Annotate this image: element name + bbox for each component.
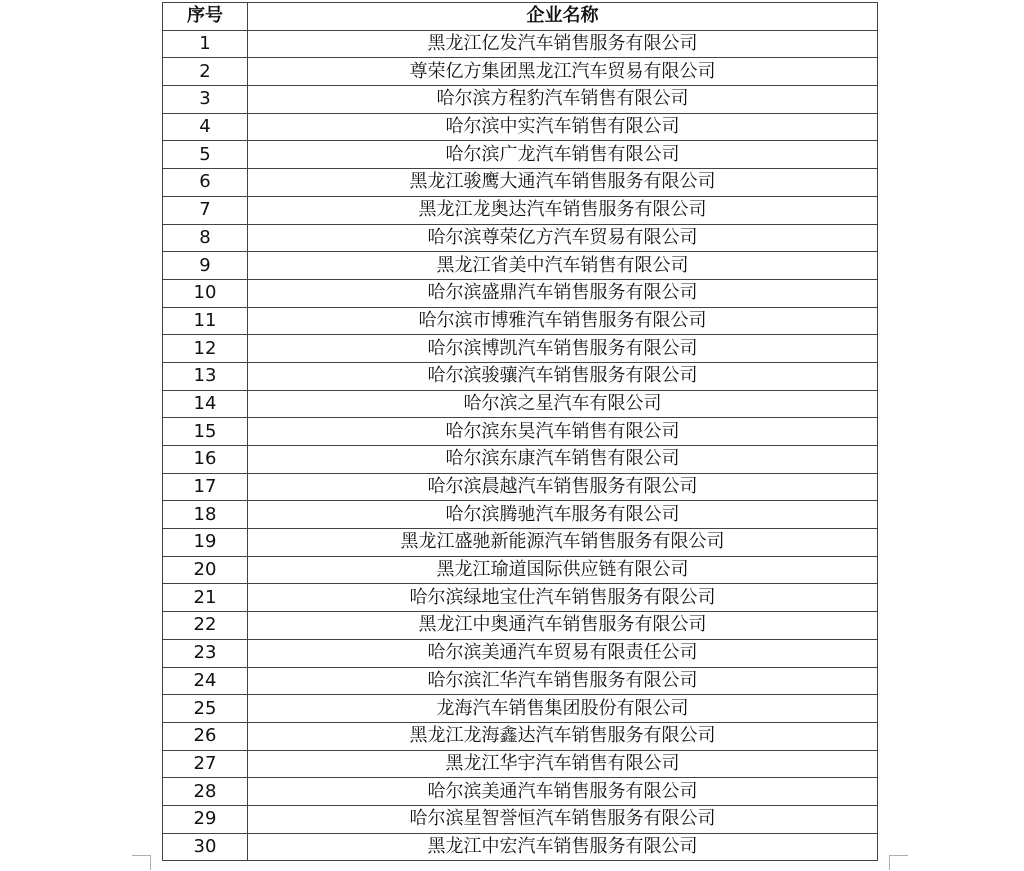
- row-company-name-cell: 黑龙江龙奥达汽车销售服务有限公司: [248, 196, 878, 224]
- row-index-cell: 16: [163, 446, 248, 474]
- row-company-name-cell: 哈尔滨东昊汽车销售有限公司: [248, 418, 878, 446]
- header-company-name: 企业名称: [248, 3, 878, 31]
- table-row: [163, 695, 878, 723]
- row-company-name-cell: 哈尔滨东康汽车销售有限公司: [248, 446, 878, 474]
- table-row: [163, 446, 878, 474]
- row-company-name-cell: 黑龙江华宇汽车销售有限公司: [248, 750, 878, 778]
- row-company-name-cell: 黑龙江省美中汽车销售有限公司: [248, 252, 878, 280]
- table-row: [163, 667, 878, 695]
- row-company-name-cell: 黑龙江龙海鑫达汽车销售服务有限公司: [248, 722, 878, 750]
- row-index-cell: 7: [163, 196, 248, 224]
- table-row: [163, 805, 878, 833]
- row-index-cell: 6: [163, 169, 248, 197]
- row-index-cell: 15: [163, 418, 248, 446]
- row-index-cell: 24: [163, 667, 248, 695]
- table-row: [163, 307, 878, 335]
- table-row: [163, 30, 878, 58]
- table-row: [163, 196, 878, 224]
- table-row: [163, 335, 878, 363]
- enterprise-table: [162, 2, 878, 861]
- row-index-cell: 4: [163, 113, 248, 141]
- header-row: [163, 3, 878, 31]
- row-index-cell: 10: [163, 279, 248, 307]
- table-row: [163, 529, 878, 557]
- row-company-name-cell: 哈尔滨尊荣亿方汽车贸易有限公司: [248, 224, 878, 252]
- table-row: [163, 722, 878, 750]
- row-index-cell: 18: [163, 501, 248, 529]
- table-row: [163, 501, 878, 529]
- row-company-name-cell: 哈尔滨方程豹汽车销售有限公司: [248, 86, 878, 114]
- row-company-name-cell: 哈尔滨骏骧汽车销售服务有限公司: [248, 362, 878, 390]
- table-row: [163, 141, 878, 169]
- row-index-cell: 27: [163, 750, 248, 778]
- page-corner-mark-right: [889, 855, 908, 870]
- table-row: [163, 58, 878, 86]
- row-index-cell: 14: [163, 390, 248, 418]
- row-company-name-cell: 哈尔滨之星汽车有限公司: [248, 390, 878, 418]
- row-company-name-cell: 哈尔滨晨越汽车销售服务有限公司: [248, 473, 878, 501]
- table-row: [163, 833, 878, 861]
- row-company-name-cell: 哈尔滨腾驰汽车服务有限公司: [248, 501, 878, 529]
- table-row: [163, 279, 878, 307]
- row-index-cell: 13: [163, 362, 248, 390]
- table-body: [163, 30, 878, 861]
- row-company-name-cell: 黑龙江瑜道国际供应链有限公司: [248, 556, 878, 584]
- row-index-cell: 19: [163, 529, 248, 557]
- table-row: [163, 612, 878, 640]
- row-index-cell: 17: [163, 473, 248, 501]
- table-row: [163, 639, 878, 667]
- table-row: [163, 390, 878, 418]
- row-company-name-cell: 哈尔滨汇华汽车销售服务有限公司: [248, 667, 878, 695]
- row-company-name-cell: 龙海汽车销售集团股份有限公司: [248, 695, 878, 723]
- row-index-cell: 21: [163, 584, 248, 612]
- row-index-cell: 2: [163, 58, 248, 86]
- row-company-name-cell: 哈尔滨星智誉恒汽车销售服务有限公司: [248, 805, 878, 833]
- row-index-cell: 11: [163, 307, 248, 335]
- table-row: [163, 473, 878, 501]
- row-company-name-cell: 哈尔滨绿地宝仕汽车销售服务有限公司: [248, 584, 878, 612]
- row-company-name-cell: 尊荣亿方集团黑龙江汽车贸易有限公司: [248, 58, 878, 86]
- table-row: [163, 556, 878, 584]
- row-company-name-cell: 黑龙江亿发汽车销售服务有限公司: [248, 30, 878, 58]
- row-company-name-cell: 哈尔滨美通汽车销售服务有限公司: [248, 778, 878, 806]
- row-company-name-cell: 哈尔滨中实汽车销售有限公司: [248, 113, 878, 141]
- row-index-cell: 23: [163, 639, 248, 667]
- row-index-cell: 28: [163, 778, 248, 806]
- header-index: 序号: [163, 3, 248, 31]
- row-index-cell: 5: [163, 141, 248, 169]
- enterprise-table-container: [162, 2, 877, 861]
- table-row: [163, 362, 878, 390]
- row-index-cell: 8: [163, 224, 248, 252]
- table-header: [163, 3, 878, 31]
- table-row: [163, 224, 878, 252]
- row-company-name-cell: 黑龙江中奥通汽车销售服务有限公司: [248, 612, 878, 640]
- row-index-cell: 22: [163, 612, 248, 640]
- table-row: [163, 778, 878, 806]
- row-index-cell: 3: [163, 86, 248, 114]
- row-company-name-cell: 哈尔滨广龙汽车销售有限公司: [248, 141, 878, 169]
- table-row: [163, 86, 878, 114]
- row-index-cell: 30: [163, 833, 248, 861]
- table-row: [163, 418, 878, 446]
- page-corner-mark-left: [132, 855, 151, 870]
- table-row: [163, 252, 878, 280]
- row-company-name-cell: 黑龙江骏鹰大通汽车销售服务有限公司: [248, 169, 878, 197]
- row-company-name-cell: 哈尔滨市博雅汽车销售服务有限公司: [248, 307, 878, 335]
- row-index-cell: 25: [163, 695, 248, 723]
- row-index-cell: 20: [163, 556, 248, 584]
- table-row: [163, 750, 878, 778]
- row-company-name-cell: 黑龙江盛驰新能源汽车销售服务有限公司: [248, 529, 878, 557]
- row-company-name-cell: 黑龙江中宏汽车销售服务有限公司: [248, 833, 878, 861]
- table-row: [163, 584, 878, 612]
- row-company-name-cell: 哈尔滨美通汽车贸易有限责任公司: [248, 639, 878, 667]
- row-company-name-cell: 哈尔滨盛鼎汽车销售服务有限公司: [248, 279, 878, 307]
- row-index-cell: 26: [163, 722, 248, 750]
- table-row: [163, 169, 878, 197]
- row-index-cell: 1: [163, 30, 248, 58]
- row-index-cell: 29: [163, 805, 248, 833]
- row-index-cell: 12: [163, 335, 248, 363]
- row-company-name-cell: 哈尔滨博凯汽车销售服务有限公司: [248, 335, 878, 363]
- table-row: [163, 113, 878, 141]
- row-index-cell: 9: [163, 252, 248, 280]
